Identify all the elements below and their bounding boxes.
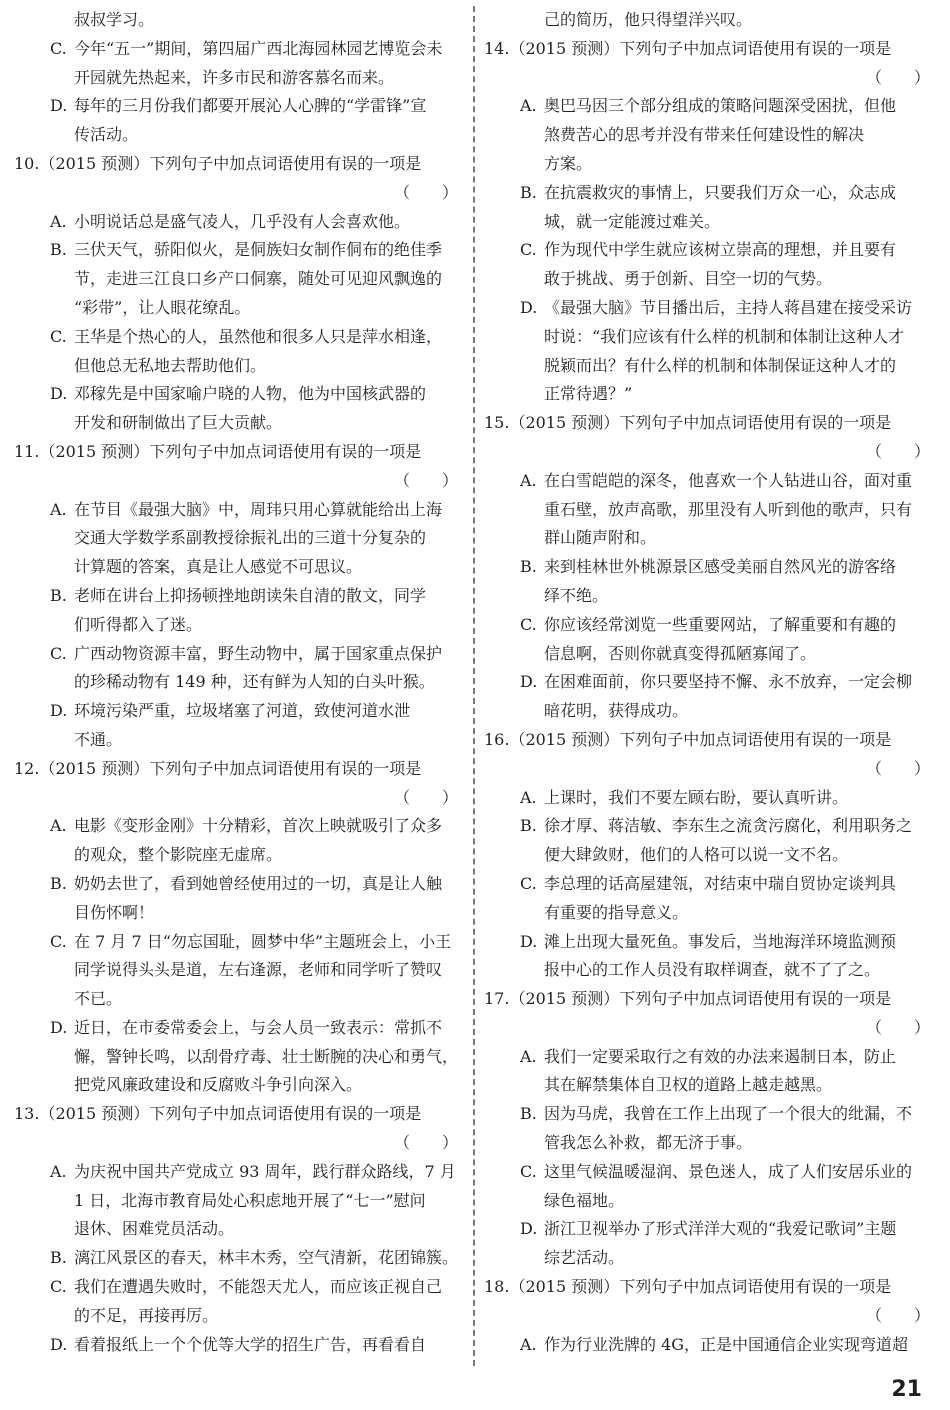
line-text: （ ） (865, 758, 930, 778)
continuation-line (14, 265, 462, 294)
line-text: 徐才厚、蒋洁敏、李东生之流贪污腐化，利用职务之 (544, 816, 913, 836)
question-stem (484, 35, 934, 64)
option-label: B. (520, 557, 537, 577)
option-label: C. (520, 1161, 537, 1181)
line-text: 开园就先热起来，许多市民和游客慕名而来。 (74, 67, 395, 87)
line-text: 的观众，整个影院座无虚席。 (74, 845, 283, 865)
option-line (484, 668, 934, 697)
option-label: C. (520, 240, 537, 260)
option-line (14, 697, 462, 726)
continuation-line (14, 352, 462, 381)
line-text: 我们一定要采取行之有效的办法来遏制日本，防止 (544, 1046, 897, 1066)
option-label: B. (520, 816, 537, 836)
option-line (484, 1158, 934, 1187)
option-label: C. (50, 1277, 67, 1297)
continuation-line (14, 6, 462, 35)
line-text: （ ） (865, 1305, 930, 1325)
continuation-line (14, 1302, 462, 1331)
line-text: “彩带”，让人眼花缭乱。 (74, 297, 251, 317)
line-text: 敢于挑战、勇于创新、目空一切的气势。 (544, 269, 833, 289)
continuation-line (14, 985, 462, 1014)
option-label: A. (520, 787, 537, 807)
question-stem (484, 726, 934, 755)
line-text: 王华是个热心的人，虽然他和很多人只是萍水相逢， (74, 326, 443, 346)
question-stem (484, 985, 934, 1014)
line-text: 17.（2015 预测）下列句子中加点词语使用有误的一项是 (484, 989, 892, 1009)
line-text: 绿色福地。 (544, 1190, 625, 1210)
option-line (484, 92, 934, 121)
option-line (484, 294, 934, 323)
line-text: 看着报纸上一个个优等大学的招生广告，再看看自 (74, 1334, 427, 1354)
line-text: 暗花明，获得成功。 (544, 701, 689, 721)
line-text: 正常待遇？” (544, 384, 633, 404)
option-line (484, 553, 934, 582)
line-text: 小明说话总是盛气凌人，几乎没有人会喜欢他。 (74, 211, 411, 231)
option-label: B. (50, 585, 67, 605)
continuation-line (484, 380, 934, 409)
continuation-line (14, 553, 462, 582)
line-text: （ ） (393, 787, 458, 807)
option-line (14, 236, 462, 265)
continuation-line (484, 524, 934, 553)
option-line (14, 92, 462, 121)
line-text: （ ） (393, 182, 458, 202)
line-text: 计算题的答案，真是让人感觉不可思议。 (74, 557, 363, 577)
continuation-line (14, 1187, 462, 1216)
line-text: 作为现代中学生就应该树立崇高的理想，并且要有 (544, 240, 897, 260)
option-label: A. (50, 816, 67, 836)
line-text: 报中心的工作人员没有取样调查，就不了了之。 (544, 960, 881, 980)
option-line (14, 1331, 462, 1360)
option-line (484, 1331, 934, 1360)
line-text: 目伤怀啊！ (74, 902, 155, 922)
option-label: C. (520, 614, 537, 634)
line-text: 群山随声附和。 (544, 528, 657, 548)
option-label: A. (50, 499, 67, 519)
line-text: 的珍稀动物有 149 种，还有鲜为人知的白头叶猴。 (74, 672, 435, 692)
continuation-line (484, 121, 934, 150)
option-label: A. (520, 1334, 537, 1354)
continuation-line (14, 64, 462, 93)
line-text: 在抗震救灾的事情上，只要我们万众一心，众志成 (544, 182, 897, 202)
line-text: 信息啊，否则你就真变得孤陋寡闻了。 (544, 643, 817, 663)
option-line (484, 236, 934, 265)
continuation-line (14, 524, 462, 553)
continuation-line (14, 409, 462, 438)
continuation-line (14, 1071, 462, 1100)
option-label: D. (50, 96, 68, 116)
line-text: 16.（2015 预测）下列句子中加点词语使用有误的一项是 (484, 729, 892, 749)
option-line (14, 496, 462, 525)
answer-bracket (14, 467, 462, 496)
option-line (14, 812, 462, 841)
line-text: 管我怎么补救，都无济于事。 (544, 1133, 753, 1153)
line-text: 浙江卫视举办了形式洋洋大观的“我爱记歌词”主题 (544, 1219, 897, 1239)
line-text: 在白雪皑皑的深冬，他喜欢一个人钻进山谷，面对重 (544, 470, 913, 490)
line-text: （ ） (865, 441, 930, 461)
option-line (14, 1014, 462, 1043)
line-text: 在困难面前，你只要坚持不懈、永不放弃，一定会柳 (544, 672, 913, 692)
continuation-line (484, 208, 934, 237)
line-text: 的不足，再接再厉。 (74, 1305, 219, 1325)
line-text: 滩上出现大量死鱼。事发后，当地海洋环境监测预 (544, 931, 897, 951)
question-stem (484, 1273, 934, 1302)
continuation-line (14, 726, 462, 755)
option-line (484, 611, 934, 640)
continuation-line (484, 1129, 934, 1158)
line-text: 11.（2015 预测）下列句子中加点词语使用有误的一项是 (14, 441, 422, 461)
line-text: 13.（2015 预测）下列句子中加点词语使用有误的一项是 (14, 1104, 422, 1124)
line-text: （ ） (393, 470, 458, 490)
line-text: 城，就一定能渡过难关。 (544, 211, 721, 231)
line-text: 《最强大脑》节目播出后，主持人蒋昌建在接受采访 (544, 297, 913, 317)
line-text: 电影《变形金刚》十分精彩，首次上映就吸引了众多 (74, 816, 443, 836)
line-text: 绎不绝。 (544, 585, 609, 605)
line-text: 为庆祝中国共产党成立 93 周年，践行群众路线，7 月 (74, 1161, 456, 1181)
line-text: 奶奶去世了，看到她曾经使用过的一切，真是让人触 (74, 873, 443, 893)
option-line (484, 1215, 934, 1244)
line-text: 10.（2015 预测）下列句子中加点词语使用有误的一项是 (14, 153, 422, 173)
option-label: D. (520, 931, 538, 951)
option-line (14, 208, 462, 237)
continuation-line (14, 1043, 462, 1072)
option-line (14, 380, 462, 409)
continuation-line (484, 956, 934, 985)
option-label: D. (50, 701, 68, 721)
line-text: 综艺活动。 (544, 1248, 625, 1268)
line-text: 每年的三月份我们都要开展沁人心脾的“学雷锋”宣 (74, 96, 427, 116)
line-text: 方案。 (544, 153, 593, 173)
continuation-line (484, 352, 934, 381)
option-label: D. (520, 297, 538, 317)
continuation-line (484, 1244, 934, 1273)
option-label: A. (520, 470, 537, 490)
continuation-line (484, 582, 934, 611)
option-line (14, 928, 462, 957)
option-label: D. (50, 1334, 68, 1354)
answer-bracket (484, 438, 934, 467)
continuation-line (14, 611, 462, 640)
option-line (14, 870, 462, 899)
continuation-line (484, 899, 934, 928)
option-label: B. (50, 240, 67, 260)
line-text: 漓江风景区的春天，林丰木秀，空气清新，花团锦簇。 (74, 1248, 459, 1268)
left-column (14, 6, 462, 1359)
line-text: 你应该经常浏览一些重要网站，了解重要和有趣的 (544, 614, 897, 634)
question-stem (484, 409, 934, 438)
continuation-line (484, 1071, 934, 1100)
continuation-line (484, 697, 934, 726)
option-label: C. (520, 873, 537, 893)
option-label: D. (50, 1017, 68, 1037)
line-text: 因为马虎，我曾在工作上出现了一个很大的纰漏，不 (544, 1104, 913, 1124)
line-text: 环境污染严重，垃圾堵塞了河道，致使河道水泄 (74, 701, 411, 721)
option-label: A. (50, 1161, 67, 1181)
option-label: A. (50, 211, 67, 231)
continuation-line (14, 899, 462, 928)
option-label: B. (50, 873, 67, 893)
line-text: 我们在遭遇失败时，不能怨天尤人，而应该正视自己 (74, 1277, 443, 1297)
option-label: B. (50, 1248, 67, 1268)
option-label: D. (520, 672, 538, 692)
option-label: D. (50, 384, 68, 404)
option-line (484, 1043, 934, 1072)
line-text: 交通大学数学系副教授徐振礼出的三道十分复杂的 (74, 528, 427, 548)
option-label: C. (50, 931, 67, 951)
line-text: 三伏天气，骄阳似火，是侗族妇女制作侗布的绝佳季 (74, 240, 443, 260)
answer-bracket (484, 1014, 934, 1043)
answer-bracket (484, 755, 934, 784)
line-text: 退休、困难党员活动。 (74, 1219, 235, 1239)
line-text: 18.（2015 预测）下列句子中加点词语使用有误的一项是 (484, 1277, 892, 1297)
option-line (484, 784, 934, 813)
line-text: （ ） (865, 1017, 930, 1037)
continuation-line (484, 640, 934, 669)
line-text: 广西动物资源丰富，野生动物中，属于国家重点保护 (74, 643, 443, 663)
line-text: 们听得都入了迷。 (74, 614, 203, 634)
option-line (14, 1273, 462, 1302)
option-line (14, 35, 462, 64)
option-label: B. (520, 182, 537, 202)
continuation-line (14, 121, 462, 150)
line-text: 同学说得头头是道，左右逢源，老师和同学听了赞叹 (74, 960, 443, 980)
line-text: 上课时，我们不要左顾右盼，要认真听讲。 (544, 787, 849, 807)
line-text: 脱颖而出？有什么样的机制和体制保证这种人才的 (544, 355, 897, 375)
option-line (14, 1244, 462, 1273)
line-text: 其在解禁集体自卫权的道路上越走越黑。 (544, 1075, 833, 1095)
line-text: 有重要的指导意义。 (544, 902, 689, 922)
option-label: B. (520, 1104, 537, 1124)
page-number: 21 (891, 1377, 922, 1402)
question-stem (14, 1100, 462, 1129)
answer-bracket (484, 64, 934, 93)
option-label: A. (520, 96, 537, 116)
option-line (14, 1158, 462, 1187)
question-stem (14, 438, 462, 467)
option-label: D. (520, 1219, 538, 1239)
line-text: 不已。 (74, 989, 123, 1009)
line-text: 来到桂林世外桃源景区感受美丽自然风光的游客络 (544, 557, 897, 577)
line-text: （ ） (865, 67, 930, 87)
line-text: 在 7 月 7 日“勿忘国耻，圆梦中华”主题班会上，小王 (74, 931, 452, 951)
line-text: 老师在讲台上抑扬顿挫地朗读朱自清的散文，同学 (74, 585, 427, 605)
right-column (484, 6, 934, 1359)
line-text: 12.（2015 预测）下列句子中加点词语使用有误的一项是 (14, 758, 422, 778)
option-line (484, 870, 934, 899)
line-text: 这里气候温暖湿润、景色迷人，成了人们安居乐业的 (544, 1161, 913, 1181)
line-text: 懈，警钟长鸣，以刮骨疗毒、壮士断腕的决心和勇气， (74, 1046, 459, 1066)
option-line (484, 467, 934, 496)
line-text: 叔叔学习。 (74, 10, 155, 29)
answer-bracket (14, 1129, 462, 1158)
line-text: 开发和研制做出了巨大贡献。 (74, 413, 283, 433)
option-line (484, 928, 934, 957)
continuation-line (484, 496, 934, 525)
continuation-line (484, 841, 934, 870)
continuation-line (484, 6, 934, 35)
line-text: 把党风廉政建设和反腐败斗争引向深入。 (74, 1075, 363, 1095)
line-text: 李总理的话高屋建瓴，对结束中瑞自贸协定谈判具 (544, 873, 897, 893)
answer-bracket (484, 1302, 934, 1331)
line-text: 时说：“我们应该有什么样的机制和体制让这种人才 (544, 326, 905, 346)
answer-bracket (14, 179, 462, 208)
continuation-line (14, 956, 462, 985)
line-text: 便大肆敛财，他们的人格可以说一文不名。 (544, 845, 849, 865)
question-stem (14, 150, 462, 179)
option-label: C. (50, 38, 67, 58)
option-line (14, 323, 462, 352)
line-text: 重石壁，放声高歌，那里没有人听到他的歌声，只有 (544, 499, 913, 519)
line-text: 煞费苦心的思考并没有带来任何建设性的解决 (544, 125, 865, 145)
continuation-line (14, 294, 462, 323)
option-line (14, 640, 462, 669)
line-text: 15.（2015 预测）下列句子中加点词语使用有误的一项是 (484, 413, 892, 433)
continuation-line (14, 1215, 462, 1244)
option-label: C. (50, 643, 67, 663)
line-text: 1 日，北海市教育局处心积虑地开展了“七一”慰问 (74, 1190, 426, 1210)
question-stem (14, 755, 462, 784)
line-text: 近日，在市委常委会上，与会人员一致表示：常抓不 (74, 1017, 443, 1037)
line-text: （ ） (393, 1133, 458, 1153)
line-text: 14.（2015 预测）下列句子中加点词语使用有误的一项是 (484, 38, 892, 58)
line-text: 作为行业洗牌的 4G，正是中国通信企业实现弯道超 (544, 1334, 909, 1354)
continuation-line (484, 323, 934, 352)
continuation-line (484, 1187, 934, 1216)
option-label: C. (50, 326, 67, 346)
line-text: 今年“五一”期间，第四届广西北海园林园艺博览会未 (74, 38, 443, 58)
continuation-line (484, 265, 934, 294)
line-text: 节，走进三江良口乡产口侗寨，随处可见迎风飘逸的 (74, 269, 443, 289)
continuation-line (14, 841, 462, 870)
line-text: 己的简历，他只得望洋兴叹。 (544, 10, 753, 29)
line-text: 传活动。 (74, 125, 139, 145)
option-line (484, 812, 934, 841)
continuation-line (14, 668, 462, 697)
column-divider (473, 6, 475, 1366)
line-text: 邓稼先是中国家喻户晓的人物，他为中国核武器的 (74, 384, 427, 404)
option-line (484, 1100, 934, 1129)
continuation-line (484, 150, 934, 179)
line-text: 不通。 (74, 729, 123, 749)
option-line (484, 179, 934, 208)
line-text: 在节目《最强大脑》中，周玮只用心算就能给出上海 (74, 499, 443, 519)
answer-bracket (14, 784, 462, 813)
line-text: 但他总无私地去帮助他们。 (74, 355, 267, 375)
line-text: 奥巴马因三个部分组成的策略问题深受困扰，但他 (544, 96, 897, 116)
option-label: A. (520, 1046, 537, 1066)
option-line (14, 582, 462, 611)
